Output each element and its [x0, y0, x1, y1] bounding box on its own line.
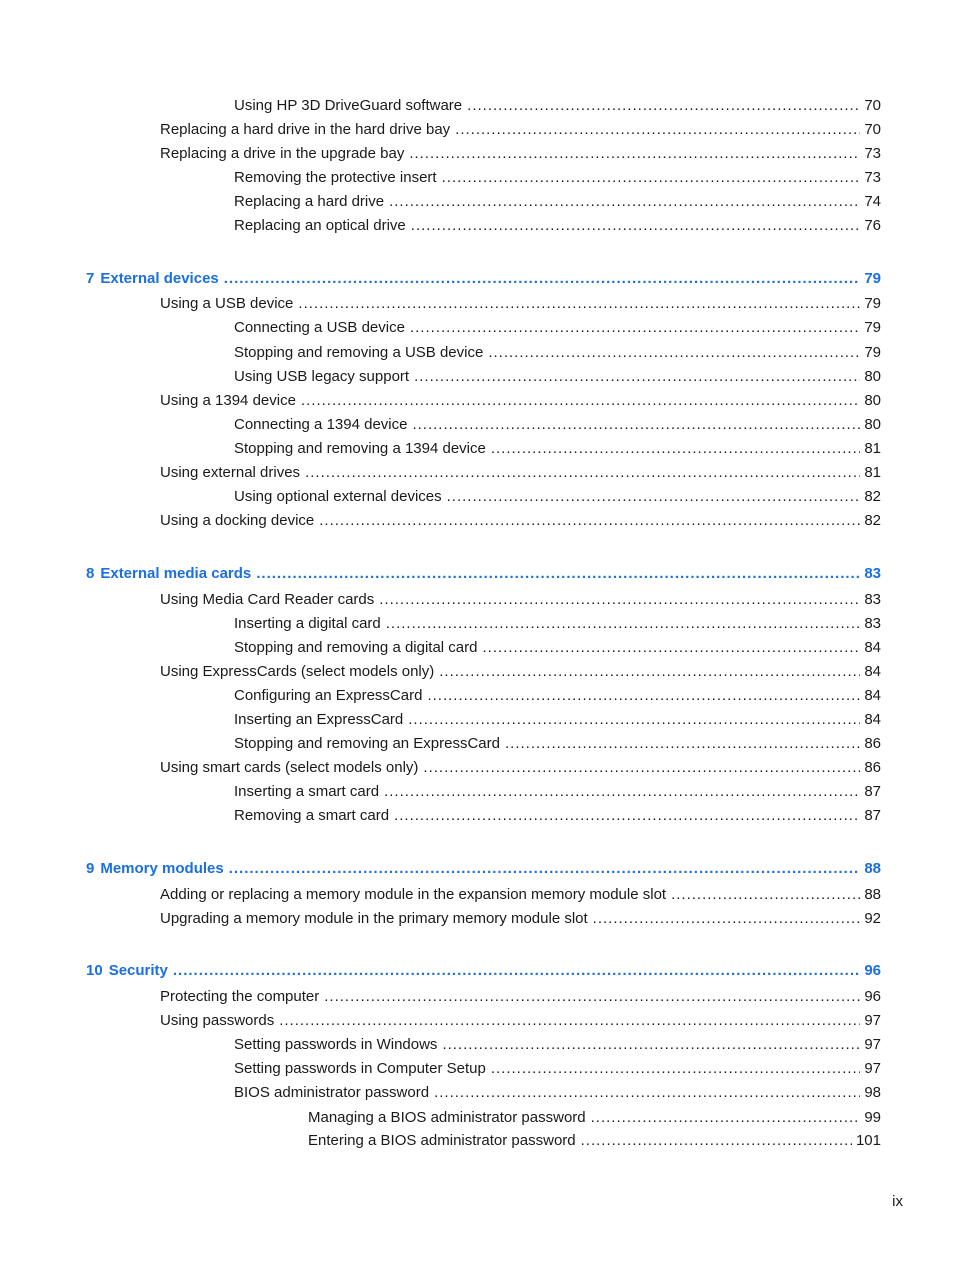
toc-entry[interactable]	[234, 1083, 881, 1103]
toc-entry-page: 80	[864, 416, 881, 433]
toc-entry-page: 96	[864, 988, 881, 1005]
dot-leader	[324, 987, 860, 1007]
toc-entry[interactable]	[308, 1131, 881, 1151]
toc-entry[interactable]	[160, 885, 881, 905]
toc-entry-title: Replacing an optical drive	[234, 217, 406, 234]
toc-entry-page: 97	[864, 1036, 881, 1053]
dot-leader	[439, 662, 860, 682]
toc-entry[interactable]	[234, 710, 881, 730]
dot-leader	[410, 318, 860, 338]
toc-chapter-link[interactable]	[86, 961, 881, 981]
toc-entry[interactable]	[160, 909, 881, 929]
toc-chapter-link[interactable]	[86, 859, 881, 879]
toc-chapter-link[interactable]	[86, 564, 881, 584]
toc-entry-page: 80	[864, 368, 881, 385]
chapter-page: 88	[864, 860, 881, 877]
toc-entry[interactable]	[160, 463, 881, 483]
dot-leader	[298, 294, 860, 314]
toc-entry-page: 87	[864, 783, 881, 800]
chapter-number: 7	[86, 270, 95, 287]
toc-entry-title: Using HP 3D DriveGuard software	[234, 97, 463, 114]
page-number: ix	[892, 1193, 903, 1210]
toc-entry[interactable]	[234, 318, 881, 338]
dot-leader	[386, 614, 861, 634]
toc-entry-title: Connecting a USB device	[234, 319, 405, 336]
dot-leader	[455, 120, 860, 140]
chapter-page: 83	[864, 565, 881, 582]
dot-leader	[491, 439, 860, 459]
toc-entry-title: Stopping and removing a 1394 device	[234, 440, 486, 457]
dot-leader	[301, 391, 860, 411]
dot-leader	[224, 269, 861, 289]
toc-entry-title: Stopping and removing a digital card	[234, 639, 478, 656]
toc-entry-page: 98	[864, 1084, 881, 1101]
toc-entry[interactable]	[234, 638, 881, 658]
dot-leader	[591, 1108, 861, 1128]
dot-leader	[671, 885, 860, 905]
toc-entry-page: 83	[864, 591, 881, 608]
dot-leader	[434, 1083, 860, 1103]
toc-chapter-link[interactable]	[86, 269, 881, 289]
toc-entry-title: Using a 1394 device	[160, 392, 296, 409]
dot-leader	[412, 415, 860, 435]
toc-entry[interactable]	[234, 216, 881, 236]
toc-entry[interactable]	[234, 614, 881, 634]
toc-entry-title: Removing the protective insert	[234, 169, 437, 186]
toc-entry-page: 97	[864, 1060, 881, 1077]
dot-leader	[409, 144, 860, 164]
dot-leader	[442, 168, 861, 188]
toc-entry[interactable]	[234, 192, 881, 212]
toc-entry-title: Inserting an ExpressCard	[234, 711, 404, 728]
toc-entry-title: Configuring an ExpressCard	[234, 687, 423, 704]
toc-entry-title: Using a USB device	[160, 295, 294, 312]
toc-entry-page: 82	[864, 488, 881, 505]
toc-entry-title: Upgrading a memory module in the primary memory module slot	[160, 910, 588, 927]
dot-leader	[229, 859, 861, 879]
toc-entry-title: Using passwords	[160, 1012, 275, 1029]
toc-entry-page: 73	[864, 169, 881, 186]
toc-entry-page: 74	[864, 193, 881, 210]
chapter-page: 79	[864, 270, 881, 287]
dot-leader	[411, 216, 861, 236]
toc-entry-page: 73	[864, 145, 881, 162]
toc-entry[interactable]	[234, 1059, 881, 1079]
toc-entry-page: 92	[864, 910, 881, 927]
toc-entry-page: 101	[855, 1132, 881, 1149]
toc-entry[interactable]	[308, 1108, 881, 1128]
toc-entry-page: 79	[864, 344, 881, 361]
toc-entry-title: Inserting a smart card	[234, 783, 380, 800]
toc-entry[interactable]	[234, 806, 881, 826]
toc-entry-page: 87	[864, 807, 881, 824]
toc-entry-page: 83	[864, 615, 881, 632]
toc-entry-page: 86	[864, 759, 881, 776]
dot-leader	[305, 463, 860, 483]
toc-entry[interactable]	[234, 686, 881, 706]
toc-entry-page: 84	[864, 663, 881, 680]
dot-leader	[593, 909, 861, 929]
toc-entry-page: 76	[864, 217, 881, 234]
toc-entry-page: 84	[864, 687, 881, 704]
toc-entry-page: 79	[864, 319, 881, 336]
toc-entry-title: Using USB legacy support	[234, 368, 410, 385]
dot-leader	[319, 511, 860, 531]
toc-entry-title: Replacing a hard drive	[234, 193, 385, 210]
dot-leader	[488, 343, 860, 363]
dot-leader	[256, 564, 860, 584]
dot-leader	[442, 1035, 860, 1055]
toc-entry-title: Using a docking device	[160, 512, 315, 529]
toc-entry-page: 70	[864, 121, 881, 138]
dot-leader	[279, 1011, 860, 1031]
toc-entry-title: Removing a smart card	[234, 807, 390, 824]
chapter-title: External devices	[100, 270, 219, 287]
toc-entry-title: Managing a BIOS administrator password	[308, 1109, 586, 1126]
toc-entry[interactable]	[234, 343, 881, 363]
toc-entry-title: BIOS administrator password	[234, 1084, 430, 1101]
toc-entry-page: 81	[864, 464, 881, 481]
toc-entry-page: 82	[864, 512, 881, 529]
toc-entry-page: 99	[864, 1109, 881, 1126]
dot-leader	[423, 758, 860, 778]
toc-entry-title: Using optional external devices	[234, 488, 442, 505]
toc-entry-title: Stopping and removing an ExpressCard	[234, 735, 500, 752]
toc-entry-title: Adding or replacing a memory module in the expansion memory module slot	[160, 886, 667, 903]
dot-leader	[379, 590, 860, 610]
toc-entry-title: Using external drives	[160, 464, 301, 481]
toc-entry-title: Replacing a hard drive in the hard drive bay	[160, 121, 451, 138]
dot-leader	[394, 806, 860, 826]
chapter-title: Memory modules	[100, 860, 224, 877]
toc-entry-title: Inserting a digital card	[234, 615, 381, 632]
toc-entry-page: 84	[864, 639, 881, 656]
toc-entry[interactable]	[160, 294, 881, 314]
toc-entry[interactable]	[160, 662, 881, 682]
dot-leader	[483, 638, 861, 658]
toc-entry[interactable]	[234, 367, 881, 387]
chapter-page: 96	[864, 962, 881, 979]
toc-entry[interactable]	[234, 734, 881, 754]
toc-entry-title: Using ExpressCards (select models only)	[160, 663, 435, 680]
toc-entry-title: Setting passwords in Windows	[234, 1036, 438, 1053]
toc-entry-title: Entering a BIOS administrator password	[308, 1132, 576, 1149]
toc-entry[interactable]	[234, 1035, 881, 1055]
toc-entry-page: 86	[864, 735, 881, 752]
dot-leader	[505, 734, 860, 754]
chapter-number: 8	[86, 565, 95, 582]
toc-entry-page: 97	[864, 1012, 881, 1029]
toc-entry-title: Using Media Card Reader cards	[160, 591, 375, 608]
toc-entry[interactable]	[234, 439, 881, 459]
toc-entry[interactable]	[234, 782, 881, 802]
toc-entry-title: Connecting a 1394 device	[234, 416, 408, 433]
toc-entry[interactable]	[160, 511, 881, 531]
dot-leader	[427, 686, 860, 706]
dot-leader	[384, 782, 860, 802]
toc-entry-page: 80	[864, 392, 881, 409]
toc-entry-title: Using smart cards (select models only)	[160, 759, 419, 776]
toc-entry[interactable]	[234, 96, 881, 116]
chapter-title: Security	[108, 962, 168, 979]
toc-entry[interactable]	[160, 144, 881, 164]
toc-entry-page: 70	[864, 97, 881, 114]
dot-leader	[173, 961, 860, 981]
toc-entry-page: 84	[864, 711, 881, 728]
toc-entry[interactable]	[160, 1011, 881, 1031]
toc-entry[interactable]	[160, 391, 881, 411]
dot-leader	[467, 96, 860, 116]
toc-entry-title: Protecting the computer	[160, 988, 320, 1005]
toc-entry-title: Replacing a drive in the upgrade bay	[160, 145, 405, 162]
toc-entry[interactable]	[160, 590, 881, 610]
toc-entry-title: Stopping and removing a USB device	[234, 344, 484, 361]
toc-entry[interactable]	[234, 487, 881, 507]
toc-entry[interactable]	[160, 120, 881, 140]
chapter-number: 10	[86, 962, 103, 979]
toc-entry-page: 79	[864, 295, 881, 312]
toc-entry[interactable]	[160, 758, 881, 778]
dot-leader	[414, 367, 860, 387]
dot-leader	[491, 1059, 861, 1079]
dot-leader	[581, 1131, 852, 1151]
toc-entry[interactable]	[160, 987, 881, 1007]
chapter-number: 9	[86, 860, 95, 877]
dot-leader	[408, 710, 860, 730]
toc-entry-page: 88	[864, 886, 881, 903]
chapter-title: External media cards	[100, 565, 252, 582]
toc-entry-page: 81	[864, 440, 881, 457]
toc-entry[interactable]	[234, 415, 881, 435]
dot-leader	[389, 192, 860, 212]
dot-leader	[447, 487, 861, 507]
toc-entry[interactable]	[234, 168, 881, 188]
toc-entry-title: Setting passwords in Computer Setup	[234, 1060, 486, 1077]
